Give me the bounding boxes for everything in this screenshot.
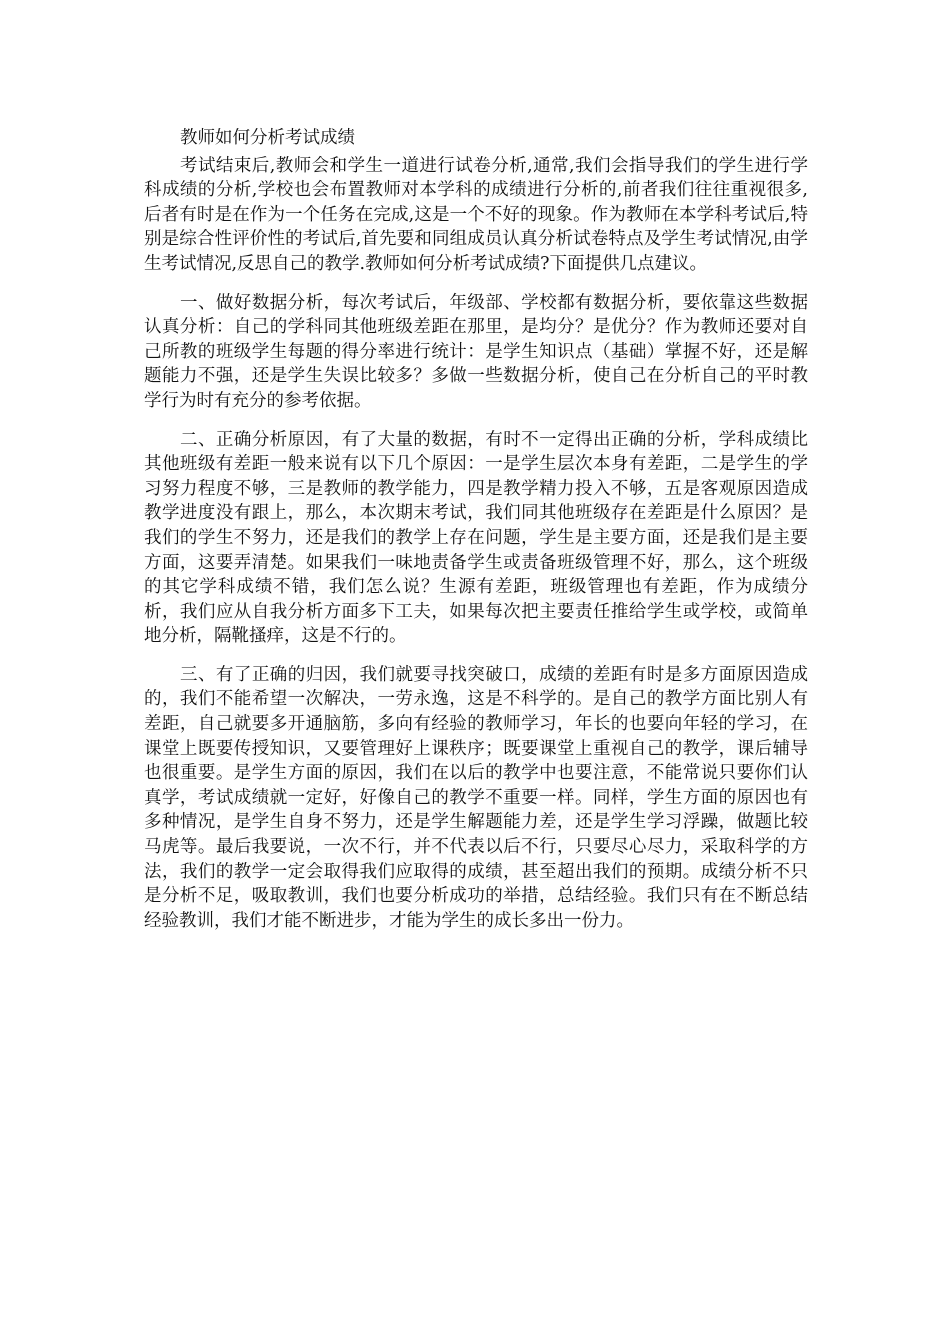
document-body bbox=[144, 126, 808, 933]
paragraph-data-analysis: 一、做好数据分析，每次考试后，年级部、学校都有数据分析，要依靠这些数据认真分析：自己的学科同其他班级差距在那里，是均分？是优分？作为教师还要对自己所教的班级学生每题的得分率进行统计：是学生知识点（基础）掌握不好，还是解题能力不强，还是学生失误比较多？多做一些数据分析，使自己在分析自己的平时教学行为时有充分的参考依据。 bbox=[144, 292, 808, 411]
paragraph-cause-analysis: 二、正确分析原因，有了大量的数据，有时不一定得出正确的分析，学科成绩比其他班级有差距一般来说有以下几个原因：一是学生层次本身有差距，二是学生的学习努力程度不够，三是教师的教学能力，四是教学精力投入不够，五是客观原因造成教学进度没有跟上，那么，本次期末考试，我们同其他班级存在差距是什么原因？是我们的学生不努力，还是我们的教学上存在问题，学生是主要方面，还是我们是主要方面，这要弄清楚。如果我们一味地责备学生或责备班级管理不好，那么，这个班级的其它学科成绩不错，我们怎么说？生源有差距，班级管理也有差距，作为成绩分析，我们应从自我分析方面多下工夫，如果每次把主要责任推给学生或学校，或简单地分析，隔靴搔痒，这是不行的。 bbox=[144, 429, 808, 647]
paragraph-breakthrough: 三、有了正确的归因，我们就要寻找突破口，成绩的差距有时是多方面原因造成的，我们不能希望一次解决，一劳永逸，这是不科学的。是自己的教学方面比别人有差距，自己就要多开通脑筋，多向有经验的教师学习，年长的也要向年轻的学习，在课堂上既要传授知识，又要管理好上课秩序；既要课堂上重视自己的教学，课后辅导也很重要。是学生方面的原因，我们在以后的教学中也要注意，不能常说只要你们认真学，考试成绩就一定好，好像自己的教学不重要一样。同样，学生方面的原因也有多种情况，是学生自身不努力，还是学生解题能力差，还是学生学习浮躁，做题比较马虎等。最后我要说，一次不行，并不代表以后不行，只要尽心尽力，采取科学的方法，我们的教学一定会取得我们应取得的成绩，甚至超出我们的预期。成绩分析不只是分析不足，吸取教训，我们也要分析成功的举措，总结经验。我们只有在不断总结经验教训，我们才能不断进步，才能为学生的成长多出一份力。 bbox=[144, 664, 808, 931]
paragraph-intro: 考试结束后,教师会和学生一道进行试卷分析,通常,我们会指导我们的学生进行学科成绩的分析,学校也会布置教师对本学科的成绩进行分析的,前者我们往往重视很多,后者有时是在作为一个任务在完成,这是一个不好的现象。作为教师在本学科考试后,特别是综合性评价性的考试后,首先要和同组成员认真分析试卷特点及学生考试情况,由学生考试情况,反思自己的教学.教师如何分析考试成绩?下面提供几点建议。 bbox=[144, 155, 808, 274]
document-title: 教师如何分析考试成绩 bbox=[180, 128, 355, 148]
